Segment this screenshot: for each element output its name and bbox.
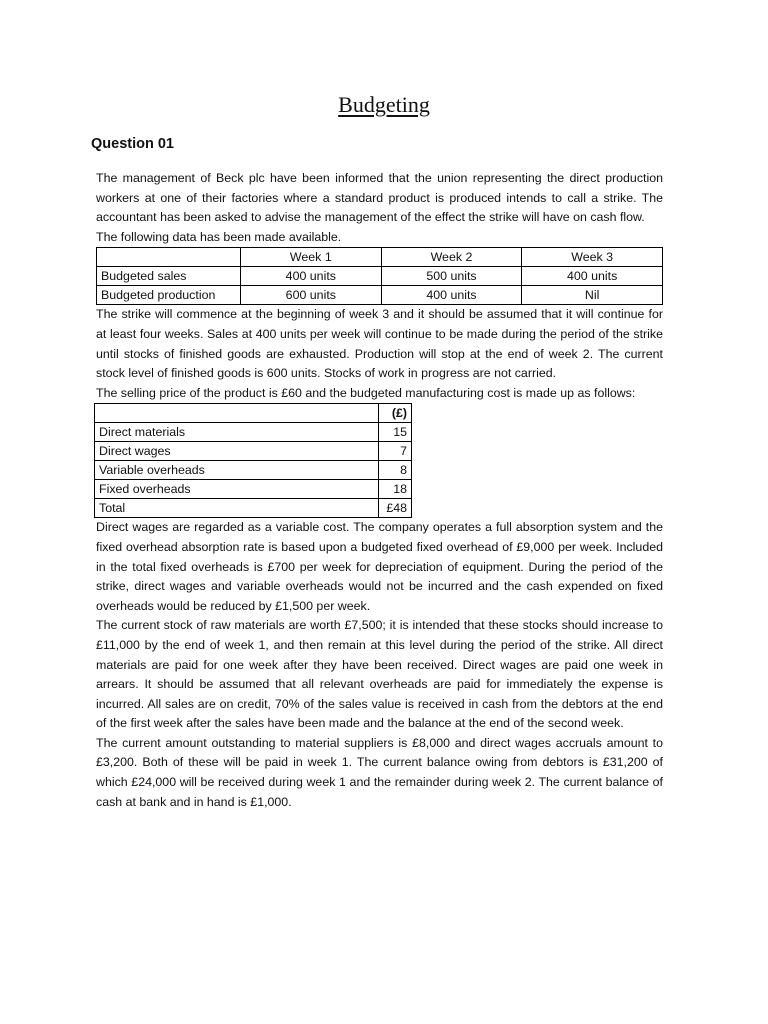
table-cell: 8: [379, 461, 412, 480]
manufacturing-cost-table: [94, 403, 412, 518]
table-header-cell: [95, 404, 379, 423]
table-header-cell: [97, 248, 241, 267]
paragraph-strike: The strike will commence at the beginning of week 3 and it should be assumed that it will continue for at least four weeks. Sales at 400 units per week will continue to be made during the period of the strike until stocks of finished goods are exhausted. Production will stop at the end of week 2. The current stock level of finished goods is 600 units. Stocks of work in progress are not carried.: [96, 307, 663, 381]
table-row: [95, 461, 412, 480]
paragraph-selling-price: The selling price of the product is £60 and the budgeted manufacturing cost is made up as follows:: [96, 385, 636, 400]
question-body: [96, 169, 663, 812]
paragraph-raw-materials: The current stock of raw materials are worth £7,500; it is intended that these stocks should increase to £11,000 by the end of week 1, and then remain at this level during the period of the strike. All direct materials are paid for one week after they have been received. Direct wages are paid one week in arrears. It should be assumed that all relevant overheads are paid for immediately the expense is incurred. All sales are on credit, 70% of the sales value is received in cash from the debtors at the end of the first week after the sales have been made and the balance at the end of the second week.: [96, 618, 663, 731]
table-cell: 500 units: [381, 267, 522, 286]
table-cell: 400 units: [381, 286, 522, 305]
table-cell: 600 units: [241, 286, 382, 305]
table-header-cell: Week 2: [381, 248, 522, 267]
table-cell: 15: [379, 423, 412, 442]
table-cell: £48: [379, 499, 412, 518]
paragraph-direct-wages: Direct wages are regarded as a variable cost. The company operates a full absorption system and the fixed overhead absorption rate is based upon a budgeted fixed overhead of £9,000 per week. Included in the total fixed overheads is £700 per week for depreciation of equipment. During the period of the strike, direct wages and variable overheads would not be incurred and the cash expended on fixed overheads would be reduced by £1,500 per week.: [96, 520, 663, 613]
budget-weeks-table: [96, 247, 663, 305]
table-cell: Nil: [522, 286, 663, 305]
table-cell: Variable overheads: [95, 461, 379, 480]
table-row: [95, 423, 412, 442]
table-cell: Fixed overheads: [95, 480, 379, 499]
table-cell: Total: [95, 499, 379, 518]
page-title: Budgeting: [338, 92, 430, 117]
table-row: [95, 499, 412, 518]
table-row: [95, 480, 412, 499]
table-header-cell: Week 3: [522, 248, 663, 267]
table-header-cell: Week 1: [241, 248, 382, 267]
table-row: [97, 267, 663, 286]
paragraph-intro: The management of Beck plc have been informed that the union representing the direct production workers at one of their factories where a standard product is produced intends to call a strike. The accountant has been asked to advise the management of the effect the strike will have on cash flow.: [96, 171, 663, 225]
paragraph-outstanding-balances: The current amount outstanding to material suppliers is £8,000 and direct wages accruals amount to £3,200. Both of these will be paid in week 1. The current balance owing from debtors is £31,200 of which £24,000 will be received during week 1 and the remainder during week 2. The current balance of cash at bank and in hand is £1,000.: [96, 735, 663, 809]
table-cell: Budgeted production: [97, 286, 241, 305]
table-cell: 400 units: [241, 267, 382, 286]
table-row: [95, 442, 412, 461]
table-cell: 400 units: [522, 267, 663, 286]
table-header-cell: (£): [379, 404, 412, 423]
table-header-row: [97, 248, 663, 267]
table-cell: 18: [379, 480, 412, 499]
table-cell: Budgeted sales: [97, 267, 241, 286]
table-cell: Direct materials: [95, 423, 379, 442]
table-cell: 7: [379, 442, 412, 461]
table-row: [97, 286, 663, 305]
question-heading: Question 01: [91, 136, 174, 152]
paragraph-data-available: The following data has been made available.: [96, 229, 342, 244]
table-cell: Direct wages: [95, 442, 379, 461]
table-header-row: [95, 404, 412, 423]
